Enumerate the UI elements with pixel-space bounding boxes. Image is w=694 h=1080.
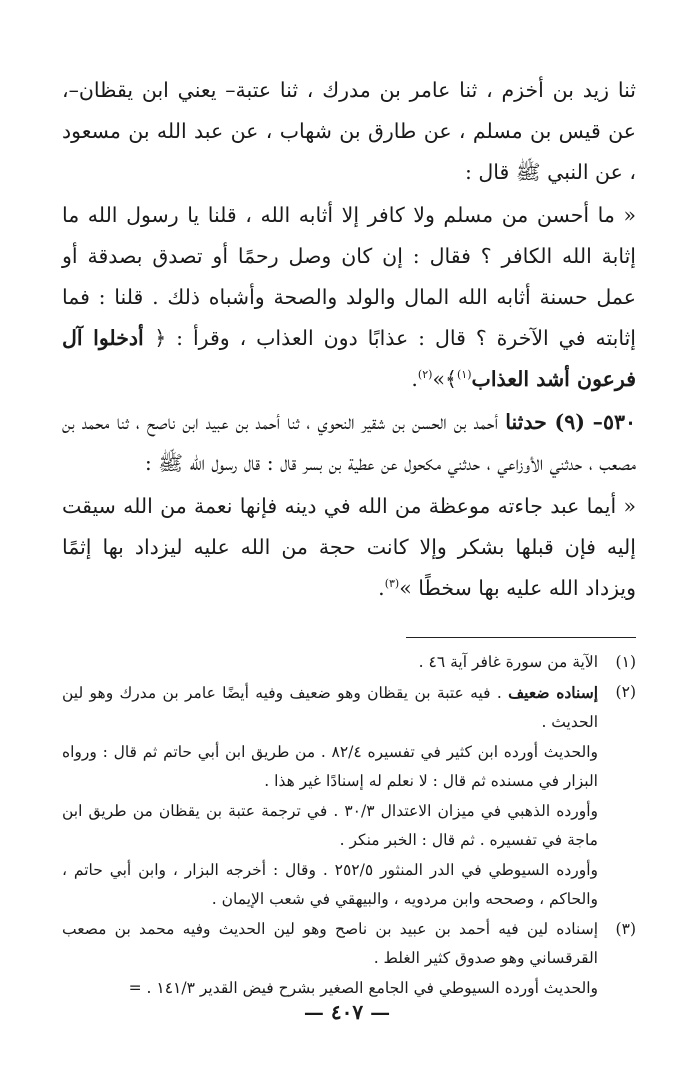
hadith-1-text: « ما أحسن من مسلم ولا كافر إلا أثابه الله ، قلنا يا رسول الله ما إثابة الله الكافر ؟ فقال : إن كان وصل رحمًا أو تصدق بصدقة أو عمل حسنة أثابه الله المال والولد والصحة وأشباه ذلك . قلنا : فما إثابته في الآخرة ؟ قال : عذابًا دون العذاب ، وقرأ : ﴿ <box>62 203 636 350</box>
isnad-530-text: أحمد بن الحسن بن شقير النحوي ، ثنا أحمد بن عبيد ابن ناصح ، ثنا محمد بن مصعب ، حدثني الأوزاعي ، حدثني مكحول عن عطية بن بسر قال : قال رسول الله ﷺ : <box>62 410 636 475</box>
page-body <box>62 70 636 1003</box>
footnote-2-ibn-kathir: والحديث أورده ابن كثير في تفسيره ٨٢/٤ . من طريق ابن أبي حاتم ثم قال : ورواه البزار في مسنده ثم قال : لا نعلم له إسنادًا غير هذا . <box>62 742 598 790</box>
isnad-text: ثنا زيد بن أخزم ، ثنا عامر بن مدرك ، ثنا عتبة– يعني ابن يقظان–، عن قيس بن مسلم ، عن طارق بن شهاب ، عن عبد الله بن مسعود ، عن النبي ﷺ قال : <box>62 78 636 184</box>
footnote-2-suyuti: وأورده السيوطي في الدر المنثور ٢٥٢/٥ . وقال : أخرجه البزار ، وابن أبي حاتم ، والحاكم ، وصححه وابن مردويه ، والبيهقي في شعب الإيمان . <box>62 860 598 908</box>
footnote-3-suyuti: والحديث أورده السيوطي في الجامع الصغير بشرح فيض القدير ١٤١/٣ . = <box>128 978 598 997</box>
footnote-2-grade: إسناده ضعيف <box>508 682 599 702</box>
quran-verse: أدخلوا آل فرعون أشد العذاب <box>62 326 636 391</box>
footnote-1 <box>62 648 636 678</box>
footnote-divider <box>406 637 636 638</box>
paragraph-hadith-2 <box>62 486 636 609</box>
footnote-2 <box>62 678 636 738</box>
footnote-3-text: إسناده لين فيه أحمد بن عبيد بن ناصح وهو لين الحديث وفيه محمد بن مصعب القرقساني وهو صدوق كثير الغلط . <box>62 919 598 967</box>
footnote-2-text: . فيه عتبة بن يقظان وهو ضعيف وفيه أيضًا عامر بن مدرك وهو لين الحديث . <box>62 683 598 731</box>
paragraph-isnad <box>62 70 636 193</box>
footnote-1-number: (١) <box>615 653 636 671</box>
hadith-number-heading: ٥٣٠– (٩) حدثنا <box>505 410 636 434</box>
footnote-ref-1: (١) <box>457 368 472 382</box>
hadith-2-text: « أيما عبد جاءته موعظة من الله في دينه فإنها نعمة من الله سيقت إليه فإن قبلها بشكر وإلا كانت حجة من الله عليه ليزداد بها إثمًا ويزداد الله عليه بها سخطًا » <box>62 494 636 600</box>
footnote-2-body <box>62 678 598 738</box>
footnote-1-text: الآية من سورة غافر آية ٤٦ . <box>418 653 598 671</box>
footnote-ref-2: (٢) <box>417 368 433 382</box>
footnote-3 <box>62 915 636 974</box>
footnote-ref-3: (٣) <box>384 577 400 591</box>
footnote-2-dhahabi: وأورده الذهبي في ميزان الاعتدال ٣٠/٣ . في ترجمة عتبة بن يقظان من طريق ابن ماجة في تفسيره . ثم قال : الخبر منكر . <box>62 801 598 849</box>
paragraph-isnad-530 <box>62 402 636 484</box>
quran-close: ﴾» <box>432 367 457 391</box>
page-number: — ٤٠٧ — <box>303 1000 391 1024</box>
paragraph-hadith-1 <box>62 195 636 400</box>
footnote-2-number: (٢) <box>615 682 636 701</box>
hadith-1-end: . <box>411 367 418 391</box>
footnote-3-number: (٣) <box>615 919 636 938</box>
hadith-2-end: . <box>378 576 385 600</box>
footnotes <box>62 648 636 1003</box>
